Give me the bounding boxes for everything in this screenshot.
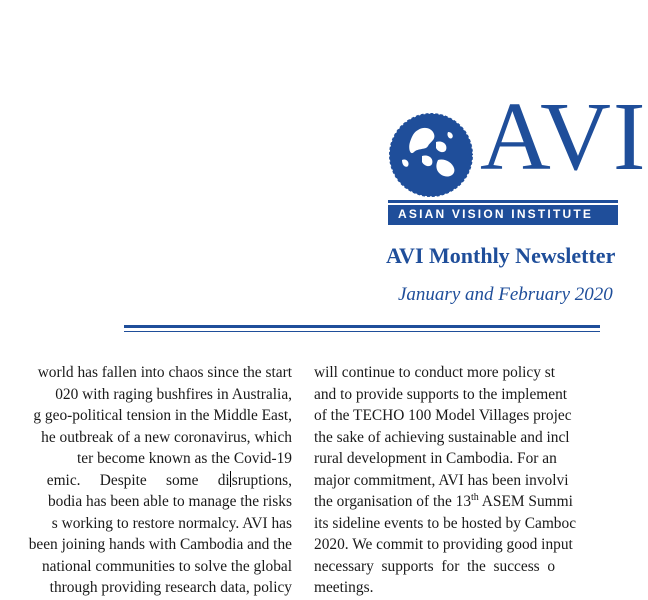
text-line: g geo-political tension in the Middle East, xyxy=(33,407,292,424)
globe-icon xyxy=(388,112,474,198)
logo-tagline-bar xyxy=(388,203,618,225)
text-fragment: sruptions, xyxy=(231,471,292,489)
text-line: national communities to solve the global xyxy=(41,557,292,575)
header-divider xyxy=(124,325,600,328)
logo-letters: AVI xyxy=(480,83,648,191)
text-line: of the TECHO 100 Model Villages projec xyxy=(314,407,572,424)
text-line: ter become known as the Covid-19 xyxy=(77,450,292,467)
text-line: he outbreak of a new coronavirus, which xyxy=(41,428,292,446)
text-line: and to provide supports to the implement xyxy=(314,385,568,403)
text-fragment: ASEM Summi xyxy=(478,493,573,510)
text-line: 020 with raging bushfires in Australia, xyxy=(55,385,292,403)
right-column xyxy=(314,362,600,599)
text-line: bodia has been able to manage the risks xyxy=(47,493,292,510)
text-line: necessary supports for the success o xyxy=(314,557,556,575)
text-line: the sake of achieving sustainable and incl xyxy=(314,428,570,446)
avi-logo xyxy=(388,83,648,222)
superscript: th xyxy=(471,491,479,503)
header-divider-thin xyxy=(124,331,600,332)
text-line xyxy=(0,470,292,492)
logo-tagline: ASIAN VISION INSTITUTE xyxy=(398,207,594,221)
newsletter-date: January and February 2020 xyxy=(398,284,613,305)
newsletter-title: AVI Monthly Newsletter xyxy=(386,243,616,268)
text-line xyxy=(314,491,600,513)
text-line: 2020. We commit to providing good input xyxy=(314,536,573,553)
text-line: through providing research data, policy xyxy=(49,579,292,596)
text-line: its sideline events to be hosted by Camboc xyxy=(314,514,577,532)
text-fragment: emic. Despite some di xyxy=(46,471,230,489)
text-line: meetings. xyxy=(314,579,374,596)
text-line: s working to restore normalcy. AVI has xyxy=(51,514,292,532)
text-line: world has fallen into chaos since the start xyxy=(37,364,292,381)
text-line: rural development in Cambodia. For an xyxy=(314,450,557,467)
text-fragment: the organisation of the 13 xyxy=(314,493,472,510)
text-line: will continue to conduct more policy st xyxy=(314,364,556,381)
left-column xyxy=(0,362,292,599)
text-line: major commitment, AVI has been involvi xyxy=(314,471,569,489)
text-line: been joining hands with Cambodia and the xyxy=(28,536,292,553)
